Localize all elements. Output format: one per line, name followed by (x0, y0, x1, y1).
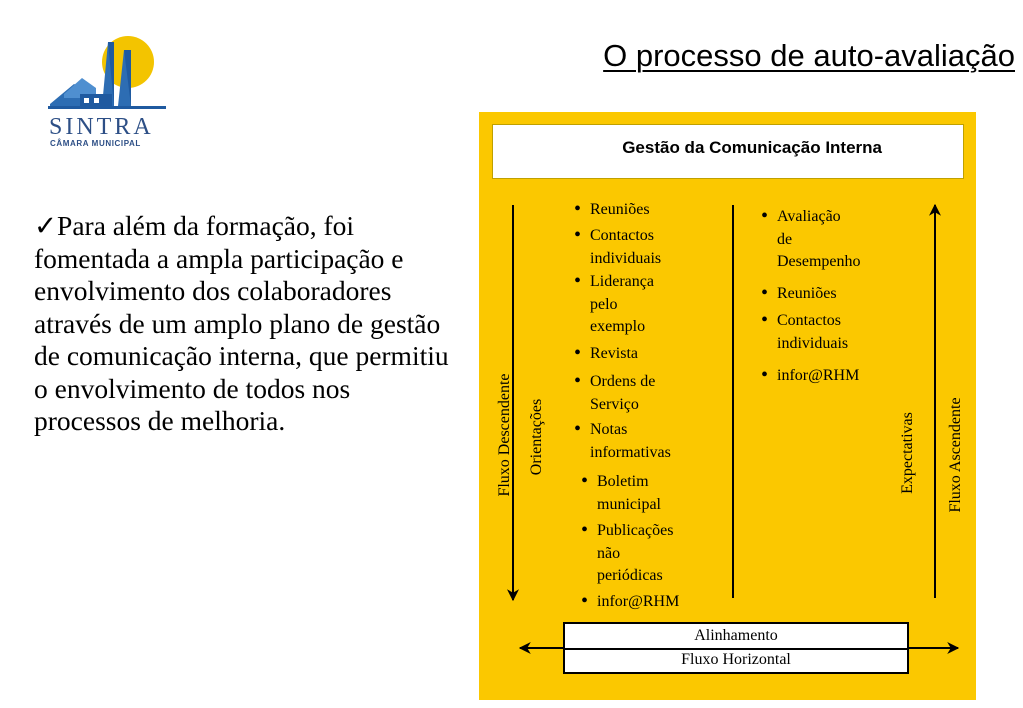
list-item: • Publicações não periódicas (597, 520, 673, 588)
list-item: • Contactos individuais (777, 310, 848, 355)
list-item: • Liderança pelo exemplo (590, 271, 654, 339)
list-item: • Reuniões (777, 283, 837, 306)
sintra-logo-icon (44, 34, 176, 154)
list-item: • Revista (590, 343, 638, 366)
alignment-label: Alinhamento (694, 627, 778, 644)
list-item: • Boletim municipal (597, 471, 661, 516)
horizontal-flow-label: Fluxo Horizontal (681, 651, 791, 668)
body-paragraph-text: Para além da formação, foi fomentada a ampla participação e envolvimento dos colaboradores através de um amplo plano de gestão de comunicação interna, que permitiu o envolvimento de todos nos processos de melhoria. (34, 210, 449, 436)
logo-subtitle: CÂMARA MUNICIPAL (50, 139, 141, 148)
list-item: • Avaliação de Desempenho (777, 206, 861, 274)
left-sub-label: Orientações (528, 398, 545, 476)
list-item: • Ordens de Serviço (590, 371, 655, 416)
list-item: • Notas informativas (590, 419, 671, 464)
list-item: • Contactos individuais (590, 225, 661, 270)
right-flow-label: Fluxo Ascendente (947, 397, 964, 513)
sintra-logo (44, 34, 176, 154)
page-title: O processo de auto-avaliação (603, 38, 1015, 73)
diagram-title: Gestão da Comunicação Interna (622, 138, 882, 157)
list-item: • infor@RHM (777, 365, 859, 388)
left-flow-label: Fluxo Descendente (496, 373, 513, 497)
body-paragraph (34, 210, 454, 438)
logo-name: SINTRA (49, 114, 154, 140)
list-item: • infor@RHM (597, 591, 679, 614)
check-icon: ✓ (34, 210, 58, 241)
right-sub-label: Expectativas (899, 412, 916, 494)
list-item: • Reuniões (590, 199, 650, 222)
